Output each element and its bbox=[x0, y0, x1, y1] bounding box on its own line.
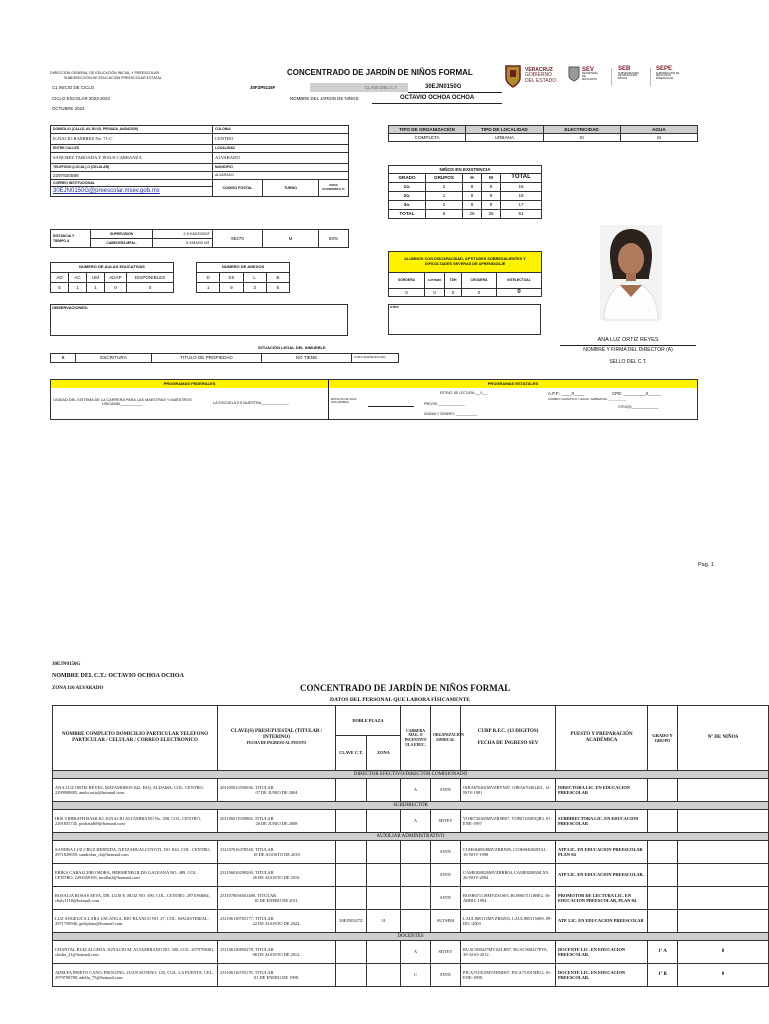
aulas-value: 0 bbox=[105, 283, 127, 293]
cell-nombre: SANDRA LUZ CRUZ HERNIDA, NETZAHUALCOYOTL NO. 843, COL. CENTRO, 2971829659, sandrolau_ch@hotmail.com bbox=[53, 841, 218, 864]
aulas-value: 5 bbox=[51, 283, 69, 293]
cell-org: SUTSEM bbox=[431, 910, 461, 933]
alumnos-value: 0 bbox=[497, 289, 542, 297]
ninos-header: GRUPOS bbox=[426, 174, 463, 183]
table-row bbox=[53, 887, 769, 910]
cell-grado bbox=[648, 887, 678, 910]
org-value: SI bbox=[543, 134, 620, 142]
ninos-header: H bbox=[463, 174, 482, 183]
cell-org: SNTE bbox=[431, 779, 461, 802]
seb-logo bbox=[618, 66, 642, 81]
entre-value: SANCHEZ TABOADA Y JESUS CARRANZA bbox=[51, 153, 213, 164]
cell-clave bbox=[218, 779, 336, 802]
cell-clave-value: 231106130850278, TITULAR bbox=[220, 946, 274, 952]
cell-clave bbox=[218, 841, 336, 864]
aulas-value: 0 bbox=[127, 283, 174, 293]
table-row bbox=[53, 779, 769, 802]
cell-org: SNTE bbox=[431, 864, 461, 887]
sev-sub-text: SECRETARÍA DE EDUCACIÓN bbox=[582, 72, 598, 81]
municipio-value: ALVARADO bbox=[213, 172, 349, 180]
cell-fecha-ingreso: 26 DE AGOSTO DE 2010. bbox=[252, 875, 301, 880]
anexos-header: D bbox=[197, 273, 220, 283]
cell-grado bbox=[648, 841, 678, 864]
alumnos-value: 0 bbox=[425, 289, 445, 297]
cell-carrera bbox=[401, 864, 431, 887]
ninos-cell: 5 bbox=[426, 210, 463, 219]
page-title: CONCENTRADO DE JARDÍN DE NIÑOS FORMAL bbox=[287, 68, 473, 77]
info-mes: OCTUBRE 2023 bbox=[52, 106, 85, 111]
cell-curp: CUHS840828MVZRRN05, CUHS840828TA1, 16-NOV-1998 bbox=[461, 841, 556, 864]
inmueble-item: NO TIENE bbox=[262, 354, 352, 363]
ninos-cell: 25 bbox=[482, 210, 501, 219]
cell-nombre: IRIS VIDRIATH BASILIO, IGNACIO ALTAMIRANO No. 298, COL. CENTRO, 2291855745, probasid69@hotmail.com bbox=[53, 810, 218, 833]
ninos-header: TOTAL bbox=[501, 174, 542, 183]
cell-puesto: DIRECTORA LIC. EN EDUCACION PREESCOLAR bbox=[556, 779, 648, 802]
section-title: DIRECTOR EFECTIVO/DIRECTOR COMISIONADO bbox=[53, 771, 769, 779]
table-row bbox=[53, 810, 769, 833]
cell-nombre: LUZ ANGELICA LARA USCANGA, RIO BLANCO NO. 27, COL. MAGISTERIAL, 2971750946, geelplaux@hotmail.com bbox=[53, 910, 218, 933]
cell-org: SDTEV bbox=[431, 810, 461, 833]
ninos-cell: 26 bbox=[463, 210, 482, 219]
cell-clave bbox=[218, 887, 336, 910]
cell-fecha-ingreso: 08 DE AGOSTO DE 2012. bbox=[252, 952, 301, 957]
section-title: SUBDIRECTOR bbox=[53, 802, 769, 810]
alumnos-header: AUTISMO bbox=[425, 273, 445, 289]
cell-fecha-ingreso: 20 DE JUNIO DE 2008 bbox=[255, 821, 298, 826]
alumnos-header: INTELECTUAL bbox=[497, 273, 542, 289]
cell-nombre: ROSALIA ROSAS SEVA, DR. LUIS E. RUIZ NO. 390, COL. CENTRO, 2971094684, chaly1118@hotmail.com bbox=[53, 887, 218, 910]
cp-label: CODIGO POSTAL bbox=[213, 180, 263, 197]
domicilio-value: IGNACIO RAMIREZ No. 71-C bbox=[51, 134, 213, 145]
inmueble-item: TITULO DE PROPIEDAD bbox=[152, 354, 262, 363]
estado-text: DEL ESTADO bbox=[525, 77, 557, 84]
anexos-table bbox=[196, 262, 290, 293]
cell-grado: 1º A bbox=[648, 941, 678, 964]
cell-zona bbox=[367, 810, 401, 833]
left-header-line2: SUBDIRECCIÓN DE EDUCACIÓN PREESCOLAR ESTATAL bbox=[64, 76, 162, 80]
clave-label: CLAVE DEL C.T. bbox=[310, 83, 408, 92]
cell-curp: LAUL800115MVZRSZ03, LAUL800115S89, 09-DIC-2003 bbox=[461, 910, 556, 933]
programa-otros: OTRO(S):_______________ bbox=[618, 405, 659, 409]
ninos-cell: 2 bbox=[426, 183, 463, 192]
header-grado: GRADO Y GRUPO bbox=[648, 706, 678, 771]
cell-ninos: 8 bbox=[678, 964, 769, 987]
personal-table bbox=[52, 705, 769, 987]
p2-title: CONCENTRADO DE JARDÍN DE NIÑOS FORMAL bbox=[300, 683, 511, 693]
cell-carrera: A bbox=[401, 810, 431, 833]
alumnos-header: CEGUERA bbox=[462, 273, 497, 289]
anexos-title: NUMERO DE ANEXOS bbox=[197, 263, 290, 273]
otro-label: OTRO bbox=[390, 305, 399, 309]
cell-carrera: A bbox=[401, 779, 431, 802]
distancia-label: DISTANCIA Y TIEMPO A bbox=[51, 230, 91, 248]
cell-fecha-ingreso: 07 DE JUNIO DE 2004 bbox=[255, 790, 298, 795]
left-header-line1: DIRECCIÓN GENERAL DE EDUCACIÓN INICIAL Y PREESCOLAR bbox=[50, 71, 160, 75]
header-carrera: CARRERA MAG. O INCENTIVO ULA EDUC. bbox=[401, 706, 431, 771]
domicilio-label: DOMICILIO (CALLE, AV, BLVD, PRIVADA, ANDADOR) bbox=[51, 126, 213, 134]
cell-org: SDTEV bbox=[431, 941, 461, 964]
header-claves-title: CLAVE(S) PRESUPUESTAL (TITULAR / INTERINO) bbox=[230, 729, 323, 740]
sev-text: SEV bbox=[582, 66, 595, 73]
aulas-table bbox=[50, 262, 174, 293]
ninos-header: GRADO bbox=[389, 174, 426, 183]
org-value: COMPLETA bbox=[389, 134, 466, 142]
turno-label: TURNO bbox=[263, 180, 319, 197]
zona-eco-value: 60% bbox=[319, 230, 349, 248]
ninos-cell: 8 bbox=[463, 183, 482, 192]
cell-ct bbox=[336, 864, 367, 887]
p2-zona: ZONA 116 ALVARADO bbox=[52, 686, 104, 691]
seb-text: SEB bbox=[618, 66, 631, 72]
inmueble-item: ESCRITURA bbox=[76, 354, 152, 363]
director-photo-image bbox=[600, 225, 662, 320]
ninos-cell: 17 bbox=[501, 201, 542, 210]
cell-ninos: 8 bbox=[678, 941, 769, 964]
alumnos-table bbox=[388, 251, 542, 297]
table-row bbox=[53, 841, 769, 864]
sepe-logo bbox=[656, 66, 684, 81]
cell-clave-value: 231106116705178, TITULAR bbox=[220, 969, 274, 975]
p2-clave: 30EJN0150G bbox=[52, 662, 81, 667]
programas-federales-title: PROGRAMAS FEDERALES bbox=[51, 380, 328, 388]
section-title: DOCENTES bbox=[53, 933, 769, 941]
distancia-table bbox=[50, 229, 349, 248]
programas-estatales-title: PROGRAMAS ESTATALES bbox=[329, 380, 697, 388]
veracruz-seal-icon bbox=[504, 64, 522, 88]
cell-curp: RUAC900227MVZZLH07, RUAC900227PVA, 30-AGO-2012. bbox=[461, 941, 556, 964]
header-nombre: NOMBRE COMPLETO DOMICILIO PARTICULAR TELEFONO PARTICULAR / CELULAR / CORREO ELECTRONICO bbox=[53, 706, 218, 771]
cell-ct bbox=[336, 810, 367, 833]
header-clave-ct: CLAVE C.T. bbox=[336, 736, 367, 771]
cell-fecha-ingreso: 22 DE AGOSTO DE 2022. bbox=[252, 921, 301, 926]
cabecera-value: 5 KM/500 MT bbox=[153, 239, 213, 248]
cell-ninos bbox=[678, 910, 769, 933]
ninos-cell: 9 bbox=[463, 192, 482, 201]
supervision-label: SUPERVISIÓN bbox=[91, 230, 153, 239]
anexos-header: L bbox=[243, 273, 266, 283]
cell-ct bbox=[336, 779, 367, 802]
p2-nombre: NOMBRE DEL C.T.: OCTAVIO OCHOA OCHOA bbox=[52, 673, 184, 679]
entre-label: ENTRE CALLES bbox=[51, 145, 213, 153]
cell-zona: 31 bbox=[367, 910, 401, 933]
programa-estrat: ESTRAT. DE LECTURA:___X___ bbox=[440, 391, 488, 395]
director-name: ANA LUZ ORTIZ REYES bbox=[597, 337, 659, 343]
inmueble-title: SITUACIÓN LEGAL DEL INMUEBLE bbox=[258, 345, 326, 350]
header-ninos: Nº DE NIÑOS bbox=[678, 706, 769, 771]
cell-nombre: ADELFA PRIETO CANO, PROLONG. JUAN SOTENO. 125, COL. LA PUENTE, CEL. 2979708780, adelfa_75@hotmail.com bbox=[53, 964, 218, 987]
cell-clave-value: 231106016298269, TITULAR bbox=[220, 869, 274, 875]
cell-org: SNTE bbox=[431, 964, 461, 987]
cell-clave bbox=[218, 810, 336, 833]
cabecera-label: CABECERA MPAL. bbox=[91, 239, 153, 248]
cell-clave bbox=[218, 964, 336, 987]
cell-ct bbox=[336, 887, 367, 910]
cell-clave-value: 231107016378548, TITULAR bbox=[220, 846, 274, 852]
org-table bbox=[388, 125, 698, 142]
aulas-title: NUMERO DE AULAS EDUCATIVAS bbox=[51, 263, 174, 273]
cell-grado bbox=[648, 810, 678, 833]
telefono-value: 2297830589 bbox=[51, 172, 213, 180]
inmueble-item: OTRO (ESPECIFICAR) bbox=[352, 354, 399, 363]
cell-carrera bbox=[401, 910, 431, 933]
gobierno-text: GOBIERNO bbox=[525, 72, 552, 79]
seb-sub-text: SUBSECRETARÍA DE EDUCACIÓN BÁSICA bbox=[618, 71, 639, 81]
cell-ninos bbox=[678, 841, 769, 864]
org-value: URBANA bbox=[466, 134, 543, 142]
ninos-cell: 16 bbox=[501, 183, 542, 192]
turno-value: M bbox=[263, 230, 319, 248]
ninos-cell: 2o. bbox=[389, 192, 426, 201]
anexos-value: 1 bbox=[197, 283, 220, 293]
supervision-value: 2.5 KM/25SMT bbox=[153, 230, 213, 239]
p2-subtitle: DATOS DEL PERSONAL QUE LABORA FÍSICAMENTE bbox=[330, 697, 470, 703]
alumnos-header: TDH bbox=[445, 273, 462, 289]
section-title: AUXILIAR ADMINISTRATIVO bbox=[53, 833, 769, 841]
header-doble: DOBLE PLAZA bbox=[336, 706, 401, 736]
org-value: SI bbox=[620, 134, 697, 142]
correo-label: CORREO INSTITUCIONAL bbox=[51, 180, 213, 187]
cp-value: 95270 bbox=[213, 230, 263, 248]
cell-zona bbox=[367, 964, 401, 987]
anexos-value: 5 bbox=[266, 283, 289, 293]
cell-ct bbox=[336, 941, 367, 964]
ninos-cell: 8 bbox=[482, 183, 501, 192]
sev-logo bbox=[568, 66, 600, 82]
nombre-value: OCTAVIO OCHOA OCHOA bbox=[400, 95, 475, 101]
aulas-header: DISPONIBLES bbox=[127, 273, 174, 283]
cell-nombre: ANA LUZ ORTIZ REYES, MATAMOROS 842, ESQ. ALDAMA, COL. CENTRO. 2299908885, analu.ortiz@hotmail.com bbox=[53, 779, 218, 802]
cell-carrera bbox=[401, 841, 431, 864]
cell-curp: CAME820826MVZBRR04, CAME820826LX9, 26-NOV-2004 bbox=[461, 864, 556, 887]
cell-org: SNTE bbox=[431, 841, 461, 864]
aulas-header: UM bbox=[87, 273, 105, 283]
cell-clave-value: 201106011930004, TITULAR bbox=[220, 815, 274, 821]
header-claves-sub: FECHA DE INGRESO AL PUESTO bbox=[246, 741, 307, 745]
cell-org: SNTE bbox=[431, 887, 461, 910]
inmueble-table bbox=[50, 353, 399, 363]
programa-cambio: CAMBIO CLIMÁTICO Y EDUC. AMBIENTAL:___________ bbox=[548, 397, 627, 401]
cell-carrera bbox=[401, 887, 431, 910]
colonia-label: COLONIA bbox=[213, 126, 349, 134]
ninos-cell: 18 bbox=[501, 192, 542, 201]
cell-puesto: ATP. LIC. EN EDUCACION PREESCOLAR bbox=[556, 910, 648, 933]
cell-clave bbox=[218, 941, 336, 964]
alumnos-value: 0 bbox=[445, 289, 462, 297]
cell-ct: 30EJN0327Z bbox=[336, 910, 367, 933]
alumnos-value: 0 bbox=[462, 289, 497, 297]
cell-clave-value: 201105013550036, TITULAR bbox=[220, 784, 274, 790]
director-label: NOMBRE Y FIRMA DEL DIRECTOR (A) bbox=[583, 347, 673, 353]
ninos-cell: TOTAL bbox=[389, 210, 426, 219]
clave-value: 30EJN0150G bbox=[425, 84, 462, 90]
anexos-value: 3 bbox=[243, 283, 266, 293]
sepe-text: SEPE bbox=[656, 66, 673, 72]
ninos-cell: 9 bbox=[463, 201, 482, 210]
director-photo bbox=[600, 225, 662, 320]
observaciones-label: OBSERVACIONES: bbox=[52, 305, 89, 310]
cell-curp: PICA751015MVZRND07, PICA751015HU2, 01-ENE-1998. bbox=[461, 964, 556, 987]
cell-carrera: C bbox=[401, 964, 431, 987]
table-row bbox=[53, 864, 769, 887]
cell-nombre: ERIKA CABALLERO MORA, HERMENEGILDO GALEANA NO. 489, COL. CENTRO, 2294359165, morlbe4@hotmail.com bbox=[53, 864, 218, 887]
programa-unidad: UNIDAD Y GÉNERO: ____________ bbox=[424, 412, 477, 416]
cell-puesto: DOCENTE LIC. EN EDUCACION PREESCOLAR. bbox=[556, 941, 648, 964]
zona-eco-label: ZONA ECONÓMICA % bbox=[319, 180, 349, 197]
cell-puesto: ATP LIC. EN EDUCACION PREESCOLAR PLAN-94 bbox=[556, 841, 648, 864]
table-row bbox=[53, 941, 769, 964]
programa-fed1: UNIDAD DEL SISTEMA DE LA CARRERA PARA LAS MAESTRAS Y MAESTROS USICAMM___________ bbox=[53, 398, 192, 407]
org-header: TIPO DE ORGANIZACIÓN bbox=[389, 126, 466, 134]
cell-ninos bbox=[678, 864, 769, 887]
ninos-title: NIÑOS EN EXISTENCIA bbox=[389, 166, 542, 174]
ninos-cell: 9 bbox=[482, 192, 501, 201]
ninos-cell: 1o. bbox=[389, 183, 426, 192]
cell-ninos bbox=[678, 779, 769, 802]
page-number: Pag. 1 bbox=[698, 562, 714, 568]
ninos-cell: 8 bbox=[482, 201, 501, 210]
cell-ct bbox=[336, 964, 367, 987]
cell-ninos bbox=[678, 887, 769, 910]
cell-fecha-ingreso: 18 DE AGOSTO DE 2010 bbox=[253, 852, 300, 857]
ninos-cell: 51 bbox=[501, 210, 542, 219]
anexos-header: B bbox=[266, 273, 289, 283]
anexos-value: 9 bbox=[220, 283, 243, 293]
cell-zona bbox=[367, 779, 401, 802]
localidad-label: LOCALIDAD bbox=[213, 145, 349, 153]
cell-zona bbox=[367, 941, 401, 964]
cell-zona bbox=[367, 864, 401, 887]
alumnos-value: 0 bbox=[389, 289, 425, 297]
cell-curp: VOBI720305MVZRSR07, VOBI720305QB3, 01-ENE-1997 bbox=[461, 810, 556, 833]
ninos-header: M bbox=[482, 174, 501, 183]
info-ciclo-escolar: CICLO ESCOLAR 2023-2024 bbox=[52, 96, 110, 101]
programa-cpe: CPE: _________X_____ bbox=[612, 391, 661, 396]
cell-puesto: ATP LIC. EN EDUCACION PREESCOLAR. bbox=[556, 864, 648, 887]
aulas-value: 1 bbox=[87, 283, 105, 293]
cell-curp: OIRA670401MVZRYN07, OIRA670401261, 12-NOV-1981 bbox=[461, 779, 556, 802]
cell-puesto: PROMOTOR DE LECTURA LIC. EN EDUCACION PREESCOLAR, PLAN-94 bbox=[556, 887, 648, 910]
colonia-value: CENTRO bbox=[213, 134, 349, 145]
aulas-header: ADAP bbox=[105, 273, 127, 283]
cell-fecha-ingreso: 10 DE ENERO DE 2011. bbox=[254, 898, 299, 903]
header-zona: ZONA bbox=[367, 736, 401, 771]
programa-fed2: LA ESCUELA ES NUESTRA_____________ bbox=[213, 401, 289, 405]
table-row bbox=[53, 910, 769, 933]
ninos-cell: 1 bbox=[426, 192, 463, 201]
cell-puesto: SUBDIRECTORA LIC. EN EDUCACION PREESCOLAR bbox=[556, 810, 648, 833]
cell-nombre: CHANTAL RUIZ ALCEDA, IGNACIO M. ALTAMIRANO NO. 300, COL. 2979708481, clasha_21@hotmail.com bbox=[53, 941, 218, 964]
programa-apf: A.P.F.: ____X____ bbox=[548, 391, 585, 396]
header-claves bbox=[218, 706, 336, 771]
inmueble-mark: X bbox=[51, 354, 76, 363]
programa-fed3: ESTILOS DE VIDA SALUDABLE bbox=[331, 397, 357, 405]
cell-zona bbox=[367, 887, 401, 910]
table-row bbox=[53, 964, 769, 987]
header-fecha-sev: FECHA DE INGRESO SEV bbox=[477, 741, 539, 746]
veracruz-text: VERACRUZ bbox=[525, 66, 553, 73]
cell-fecha-ingreso: 01 DE ENERO DE 1998. bbox=[254, 975, 299, 980]
ninos-table bbox=[388, 165, 542, 219]
observaciones-box bbox=[50, 304, 348, 336]
header-organizacion: ORGANIZACIÓN SINDICAL bbox=[431, 706, 461, 771]
alumnos-header: SORDERA bbox=[389, 273, 425, 289]
municipio-label: MUNICIPIO bbox=[213, 164, 349, 172]
sev-shield-icon bbox=[568, 66, 580, 82]
correo-link[interactable]: 30EJN0150G@preescolar.msev.gob.mx bbox=[51, 187, 213, 197]
programa-prevoe: PREVOE:_______________ bbox=[424, 402, 465, 406]
header-puesto: PUESTO Y PREPARACIÓN ACADÉMICA bbox=[556, 706, 648, 771]
cell-grado bbox=[648, 864, 678, 887]
cell-grado bbox=[648, 779, 678, 802]
cell-carrera: A bbox=[401, 941, 431, 964]
anexos-header: SS bbox=[220, 273, 243, 283]
header-curp bbox=[461, 706, 556, 771]
cell-clave-value: 231106130705177, TITULAR bbox=[220, 915, 274, 921]
sello-label: SELLO DEL C.T. bbox=[609, 359, 647, 365]
cell-zona bbox=[367, 841, 401, 864]
sepe-sub-text: SUBDIRECCIÓN DE EDUCACIÓN PREESCOLAR bbox=[656, 71, 680, 81]
cell-clave-value: 231107003650148S, TITULAR bbox=[220, 892, 277, 898]
zona-code: 30FZP5116F bbox=[250, 85, 276, 90]
cell-grado bbox=[648, 910, 678, 933]
cell-puesto: DOCENTE LIC. EN EDUCACION PREESCOLAR. bbox=[556, 964, 648, 987]
ninos-cell: 3o. bbox=[389, 201, 426, 210]
org-header: TIPO DE LOCALIDAD bbox=[466, 126, 543, 134]
nombre-label: NOMBRE DEL JARDIN DE NIÑOS: bbox=[290, 96, 360, 101]
veracruz-logo bbox=[504, 64, 556, 88]
cell-ct bbox=[336, 841, 367, 864]
aulas-value: 1 bbox=[69, 283, 87, 293]
cell-ninos bbox=[678, 810, 769, 833]
org-header: AGUA bbox=[620, 126, 697, 134]
org-header: ELECTRICIDAD bbox=[543, 126, 620, 134]
cell-clave bbox=[218, 910, 336, 933]
otro-box bbox=[388, 304, 541, 335]
aulas-header: AC bbox=[69, 273, 87, 283]
info-ciclo: C1 INICIO DE CICLO bbox=[52, 85, 95, 90]
alumnos-title: ALUMNOS CON DISCAPACIDAD, APTITUDES SOBRESALIENTES Y DIFICULTADES SEVERAS DE APRENDIZAJE bbox=[389, 252, 542, 273]
ninos-cell: 2 bbox=[426, 201, 463, 210]
header-curp-title: CURP R.F.C. (13 DIGITOS) bbox=[477, 729, 539, 734]
aulas-header: AD bbox=[51, 273, 69, 283]
cell-grado: 1º B bbox=[648, 964, 678, 987]
localidad-value: ALVARADO bbox=[213, 153, 349, 164]
cell-curp: ROSR671118MVZS1S05, ROSR671118RF2, 16-ABRIL-1994. bbox=[461, 887, 556, 910]
address-table bbox=[50, 125, 349, 197]
cell-clave bbox=[218, 864, 336, 887]
telefono-label: TELEFONO (LOCAL) O (CELULAR) bbox=[51, 164, 213, 172]
